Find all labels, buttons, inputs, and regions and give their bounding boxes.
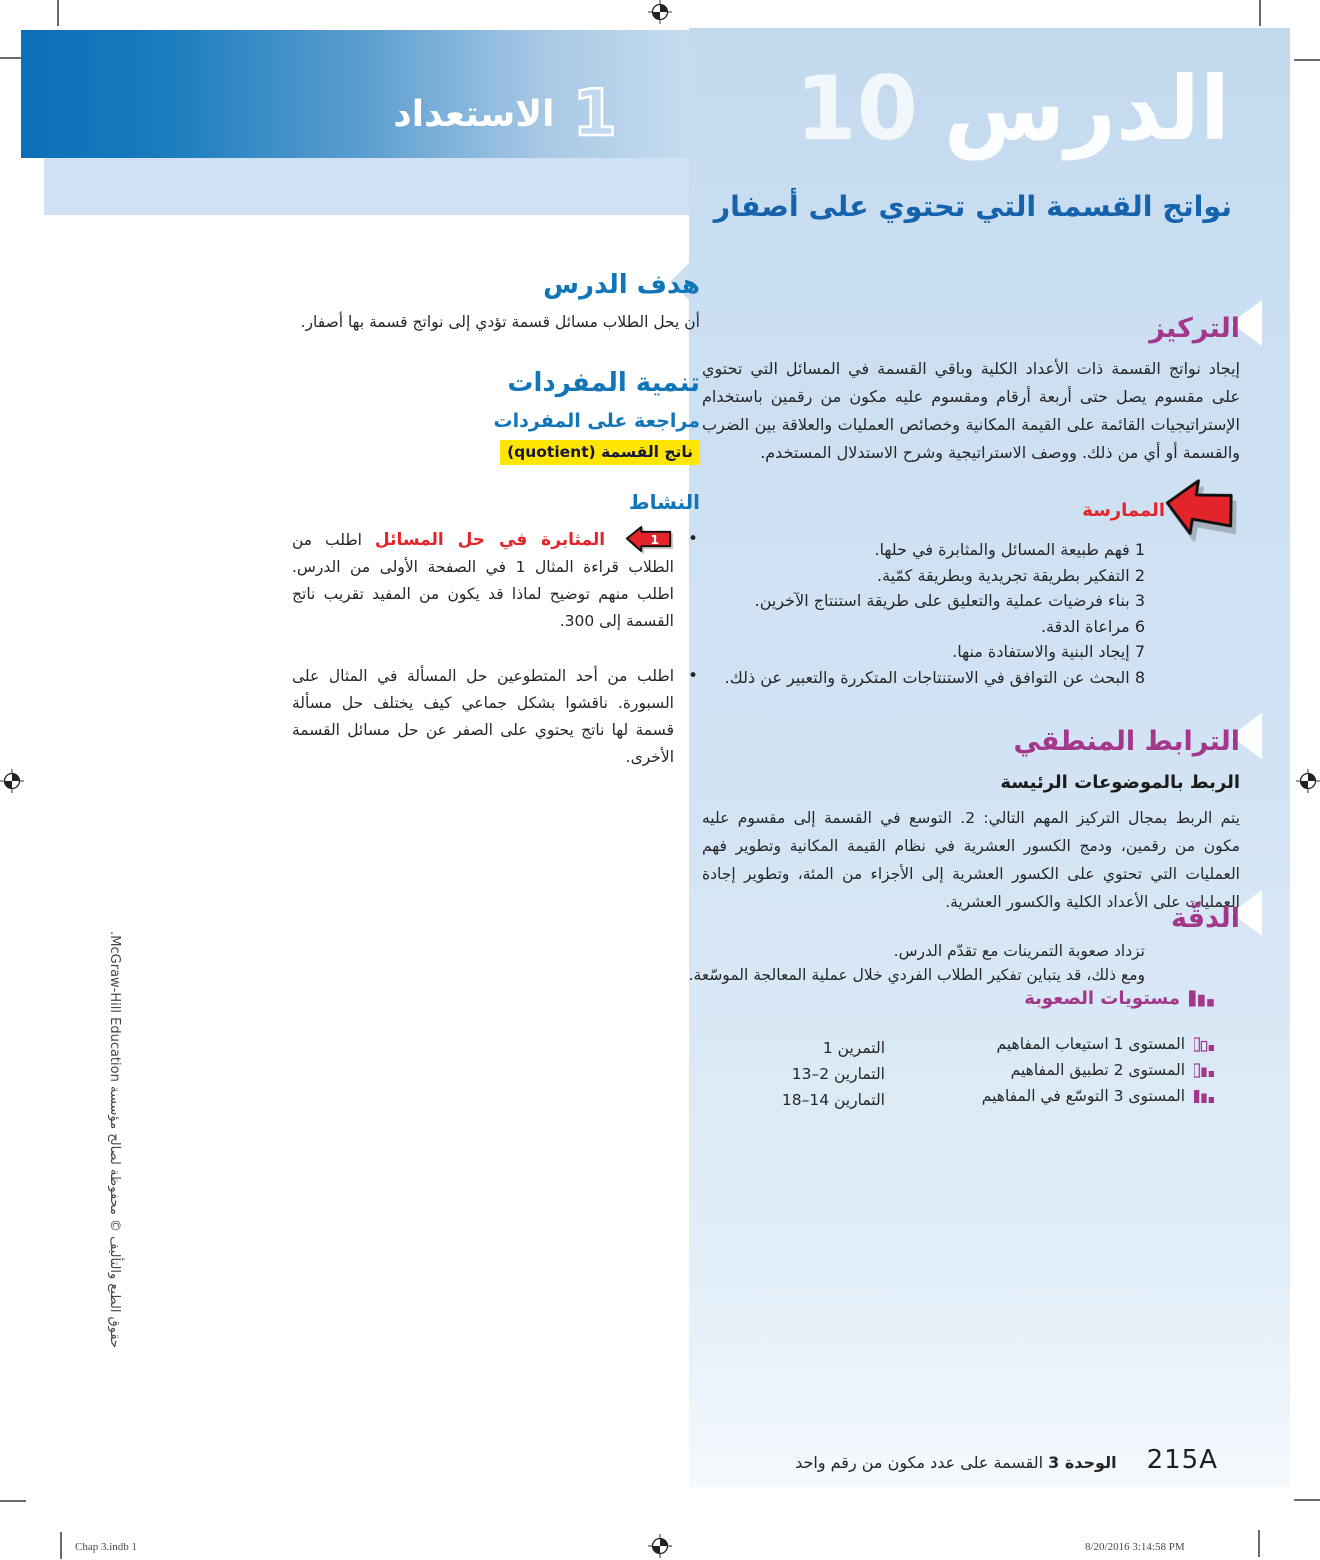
activity-bullet-2 [292, 663, 700, 771]
precision-line: تزداد صعوبة التمرينات مع تقدّم الدرس. [893, 942, 1145, 960]
practice-item-number: 1 [1134, 540, 1145, 559]
practice-item-text: فهم طبيعة المسائل والمثابرة في حلها. [874, 540, 1130, 559]
vocabulary-term-highlight: ناتج القسمة (quotient) [500, 440, 700, 465]
lesson-header [795, 56, 1230, 162]
activity-bullet-text: اطلب من أحد المتطوعين حل المسألة في المثال على السبورة. ناقشوا بشكل جماعي كيف يختلف حل مسألة قسمة لها ناتج يحتوي على الصفر عن حل مسائل القسمة الأخرى. [292, 667, 674, 766]
activity-heading: النشاط [628, 490, 700, 514]
practice-item-number: 7 [1134, 642, 1145, 661]
activity-section [292, 490, 700, 771]
crop-mark [0, 1500, 26, 1502]
registration-mark-bottom [648, 1534, 672, 1558]
registration-mark-right [1296, 769, 1320, 793]
level-exercises: التمارين 14–18 [781, 1091, 885, 1109]
coherence-heading: الترابط المنطقي [1013, 726, 1240, 757]
practice-item-text: بناء فرضيات عملية والتعليق على طريقة استنتاج الآخرين. [754, 591, 1130, 610]
page-number: 215A [1146, 1445, 1218, 1475]
objective-section [292, 270, 700, 336]
preparation-label: الاستعداد [393, 93, 555, 135]
practice-item [725, 639, 1145, 665]
practice-list [725, 537, 1145, 690]
activity-bullet-text: اطلب من الطلاب قراءة المثال 1 في الصفحة الأولى من الدرس. اطلب منهم توضيح لماذا قد يكون من المفيد تقريب ناتج القسمة إلى 300. [292, 531, 674, 630]
standard-1-arrow-badge-icon [624, 526, 674, 552]
level-label: المستوى 3 التوسّع في المفاهيم [981, 1087, 1185, 1105]
practice-item-text: مراعاة الدقة. [1040, 616, 1130, 636]
crop-mark [57, 0, 59, 26]
print-timestamp-slug: 8/20/2016 3:14:58 PM [1085, 1541, 1185, 1553]
practice-item [725, 665, 1145, 691]
print-file-slug: Chap 3.indb 1 [75, 1541, 138, 1553]
difficulty-bars-icon-level-2 [1194, 1063, 1215, 1078]
level-row-3 [982, 1087, 1215, 1105]
practice-item-number: 8 [1134, 667, 1145, 687]
bullet-dot-icon: • [687, 529, 698, 549]
focus-paragraph: إيجاد نواتج القسمة ذات الأعداد الكلية وباقي القسمة في المسائل التي تحتوي على مقسوم يصل حتى أربعة أرقام ومقسوم عليه مكون من رقمين باستخدام الإستراتيجيات القائمة على القيمة المكانية وخصائص العمليات والعلاقة بين الضرب والقسمة أو أي من ذلك. ووصف الاستراتيجية وشرح الاستدلال المستخدم. [702, 359, 1240, 462]
unit-title: القسمة على عدد مكون من رقم واحد [795, 1453, 1044, 1472]
practice-item-number: 6 [1134, 616, 1145, 636]
registration-mark-top [648, 0, 672, 24]
practice-item [725, 588, 1145, 614]
crop-mark [1259, 0, 1261, 26]
level-label: المستوى 2 تطبيق المفاهيم [1010, 1061, 1185, 1079]
practice-item-number: 2 [1134, 565, 1145, 585]
crop-mark [1294, 1499, 1320, 1501]
crop-mark [1258, 1530, 1260, 1557]
preparation-banner [21, 30, 689, 158]
level-exercises: التمرين 1 [822, 1039, 885, 1057]
unit-reference [795, 1453, 1116, 1472]
precision-text [689, 940, 1145, 987]
crop-mark [1294, 59, 1320, 61]
practice-item-text: التفكير بطريقة تجريدية وبطريقة كمّية. [877, 565, 1130, 585]
vocabulary-subheading: مراجعة على المفردات [493, 410, 700, 432]
bullet-dot-icon: • [687, 666, 698, 686]
practice-item [725, 614, 1145, 640]
practice-heading: الممارسة [1082, 500, 1165, 521]
objective-text: أن يحل الطلاب مسائل قسمة تؤدي إلى نواتج قسمة بها أصفار. [300, 313, 700, 331]
lesson-number: 10 [795, 57, 918, 160]
difficulty-levels-label: مستويات الصعوبة [1024, 988, 1180, 1009]
page-footer [795, 1445, 1218, 1475]
registration-mark-left [0, 769, 24, 793]
difficulty-bars-icon [1189, 989, 1215, 1008]
difficulty-levels-heading [1024, 988, 1215, 1009]
coherence-paragraph: يتم الربط بمجال التركيز المهم التالي: 2. التوسع في القسمة إلى مقسوم عليه مكون من رقمين، ودمج الكسور العشرية في نظام القيمة المكانية وتطوير فهم العمليات التي تحتوي على الكسور العشرية إلى الأجزاء من المئة، وتطوير إجادة العمليات على الأعداد الكلية والكسور العشرية. [702, 809, 1240, 911]
practice-item [725, 537, 1145, 563]
level-row-1 [997, 1035, 1215, 1053]
practice-item [725, 563, 1145, 589]
preparation-banner-subband [44, 158, 689, 215]
practice-item-number: 3 [1134, 591, 1145, 610]
level-row-2 [1011, 1061, 1215, 1079]
objective-heading: هدف الدرس [543, 270, 700, 300]
practice-arrow-icon [1159, 470, 1240, 546]
difficulty-bars-icon-level-1 [1194, 1037, 1215, 1052]
vocabulary-heading: تنمية المفردات [507, 368, 700, 398]
activity-bullet-1 [292, 526, 700, 635]
lesson-title: نواتج القسمة التي تحتوي على أصفار [713, 190, 1232, 223]
preparation-number: 1 [572, 77, 617, 151]
activity-bullet-lead: المثابرة في حل المسائل [374, 530, 606, 550]
unit-label: الوحدة 3 [1048, 1453, 1117, 1472]
coherence-subheading: الربط بالموضوعات الرئيسة [1000, 772, 1240, 793]
vocabulary-section [292, 368, 700, 465]
difficulty-bars-icon-level-3 [1194, 1089, 1215, 1104]
practice-item-text: إيجاد البنية والاستفادة منها. [952, 642, 1130, 661]
level-exercises-column [782, 1035, 885, 1113]
svg-text:1: 1 [650, 531, 660, 547]
preparation-banner-content [393, 77, 617, 151]
level-exercises: التمارين 2–13 [791, 1065, 885, 1083]
vocabulary-term-row [292, 440, 700, 465]
precision-line: ومع ذلك، قد يتباين تفكير الطلاب الفردي خلال عملية المعالجة الموسّعة. [688, 965, 1145, 984]
copyright-sidebar-text: حقوق الطبع والتأليف © محفوظة لصالح مؤسسة McGraw-Hill Education. [107, 931, 122, 1348]
crop-mark [60, 1532, 62, 1559]
precision-heading: الدقّة [1170, 903, 1240, 934]
focus-heading: التركيز [1149, 313, 1240, 344]
lesson-info-panel [689, 28, 1290, 1487]
practice-item-text: البحث عن التوافق في الاستنتاجات المتكررة والتعبير عن ذلك. [724, 667, 1130, 687]
level-label: المستوى 1 استيعاب المفاهيم [996, 1035, 1185, 1053]
lesson-label: الدرس [943, 57, 1230, 160]
